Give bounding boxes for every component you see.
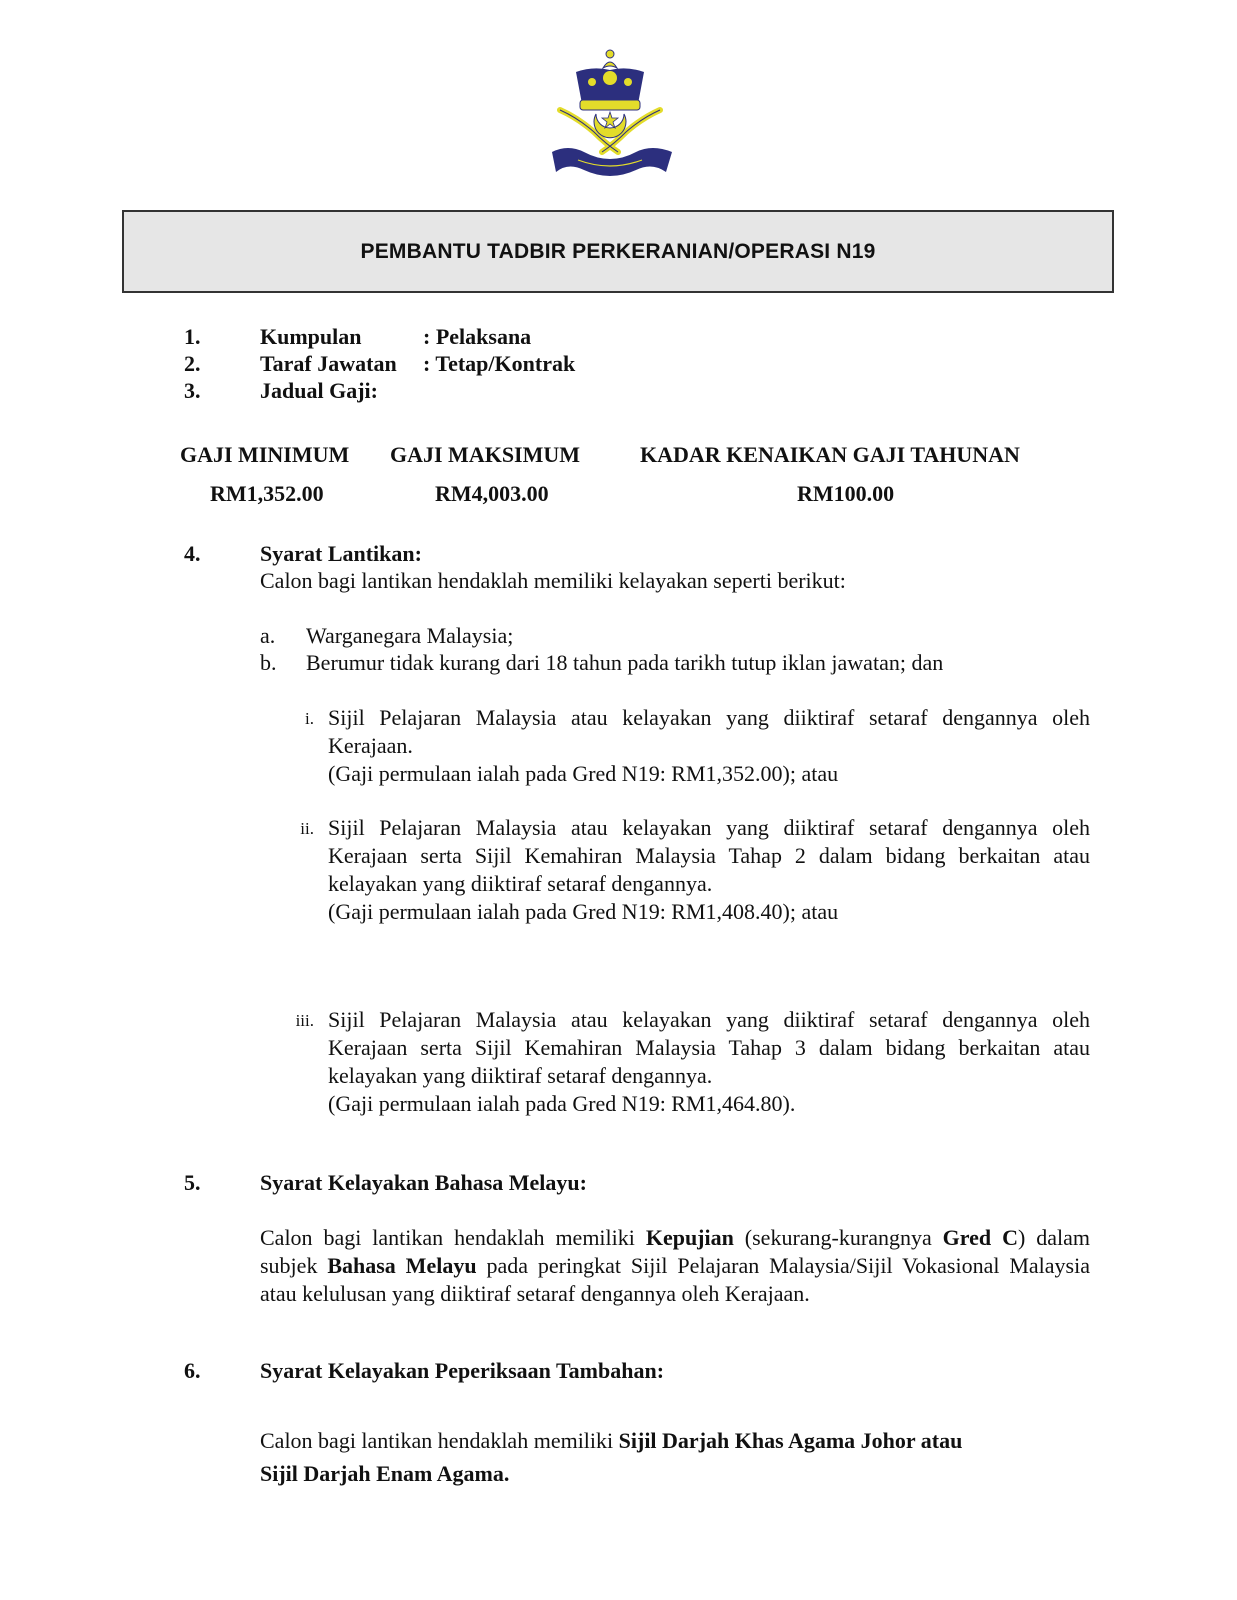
info-number-2: 2. — [184, 351, 201, 376]
salary-value-minimum: RM1,352.00 — [210, 481, 324, 506]
requirement-b-label: b. — [260, 650, 277, 675]
requirement-a-text: Warganegara Malaysia; — [306, 623, 514, 648]
qualification-i-salary-note: (Gaji permulaan ialah pada Gred N19: RM1,352.00); atau — [328, 761, 839, 786]
sijil-darjah-khas-text: Sijil Darjah Khas Agama Johor atau — [618, 1428, 963, 1453]
info-value-taraf-jawatan: : Tetap/Kontrak — [423, 351, 576, 376]
qualification-i-text: Sijil Pelajaran Malaysia atau kelayakan yang diiktiraf setaraf dengannya oleh Kerajaan. — [328, 705, 1090, 758]
section-5-heading: Syarat Kelayakan Bahasa Melayu: — [260, 1170, 587, 1195]
requirement-b-text: Berumur tidak kurang dari 18 tahun pada tarikh tutup iklan jawatan; dan — [306, 650, 944, 675]
qualification-ii — [328, 814, 1090, 926]
qualification-ii-salary-note: (Gaji permulaan ialah pada Gred N19: RM1,408.40); atau — [328, 899, 839, 924]
info-label-jadual-gaji: Jadual Gaji: — [260, 378, 378, 403]
section-4-intro: Calon bagi lantikan hendaklah memiliki kelayakan seperti berikut: — [260, 568, 846, 593]
qualification-iii — [328, 1006, 1090, 1118]
section-6-number: 6. — [184, 1358, 201, 1383]
info-number-1: 1. — [184, 324, 201, 349]
section-5-text-1: Calon bagi lantikan hendaklah memiliki — [260, 1225, 646, 1250]
qualification-iii-text: Sijil Pelajaran Malaysia atau kelayakan yang diiktiraf setaraf dengannya oleh Kerajaan serta Sijil Kemahiran Malaysia Tahap 3 dalam bidang berkaitan atau kelayakan yang diiktiraf setaraf dengannya. — [328, 1007, 1090, 1088]
qualification-iii-label: iii. — [295, 1011, 314, 1030]
section-5-text-3: ) dalam subjek — [260, 1225, 1090, 1278]
salary-header-kadar-kenaikan: KADAR KENAIKAN GAJI TAHUNAN — [640, 442, 1020, 467]
info-label-kumpulan: Kumpulan — [260, 324, 362, 349]
kepujian-text: Kepujian — [645, 1225, 734, 1250]
section-5-text-2: (sekurang-kurangnya — [733, 1225, 943, 1250]
salary-value-maksimum: RM4,003.00 — [435, 481, 549, 506]
qualification-iii-salary-note: (Gaji permulaan ialah pada Gred N19: RM1,464.80). — [328, 1091, 796, 1116]
section-6-heading: Syarat Kelayakan Peperiksaan Tambahan: — [260, 1358, 665, 1383]
sijil-darjah-enam-text: Sijil Darjah Enam Agama. — [260, 1461, 510, 1486]
salary-value-kadar-kenaikan: RM100.00 — [797, 481, 895, 506]
requirement-a-label: a. — [260, 623, 276, 648]
qualification-ii-text: Sijil Pelajaran Malaysia atau kelayakan yang diiktiraf setaraf dengannya oleh Kerajaan serta Sijil Kemahiran Malaysia Tahap 2 dalam bidang berkaitan atau kelayakan yang diiktiraf setaraf dengannya. — [328, 815, 1090, 896]
johor-crest-logo — [548, 48, 676, 178]
section-5-text-4: pada peringkat Sijil Pelajaran Malaysia/Sijil Vokasional Malaysia atau kelulusan yang diiktiraf setaraf dengannya oleh Kerajaan. — [260, 1253, 1090, 1306]
section-5-paragraph — [260, 1224, 1090, 1308]
page-title: PEMBANTU TADBIR PERKERANIAN/OPERASI N19 — [360, 239, 876, 263]
info-label-taraf-jawatan: Taraf Jawatan — [260, 351, 397, 376]
title-box — [122, 210, 1114, 293]
salary-header-minimum: GAJI MINIMUM — [180, 442, 350, 467]
section-5-number: 5. — [184, 1170, 201, 1195]
qualification-i-label: i. — [305, 709, 314, 728]
qualification-i — [328, 704, 1090, 788]
gred-c-text: Gred C — [942, 1225, 1018, 1250]
qualification-ii-label: ii. — [300, 819, 314, 838]
salary-header-maksimum: GAJI MAKSIMUM — [390, 442, 581, 467]
section-4-heading: Syarat Lantikan: — [260, 541, 422, 566]
info-number-3: 3. — [184, 378, 201, 403]
section-6-paragraph — [260, 1424, 962, 1490]
section-4-number: 4. — [184, 541, 201, 566]
info-value-kumpulan: : Pelaksana — [423, 324, 532, 349]
bahasa-melayu-text: Bahasa Melayu — [327, 1253, 477, 1278]
section-6-text: Calon bagi lantikan hendaklah memiliki — [260, 1428, 619, 1453]
